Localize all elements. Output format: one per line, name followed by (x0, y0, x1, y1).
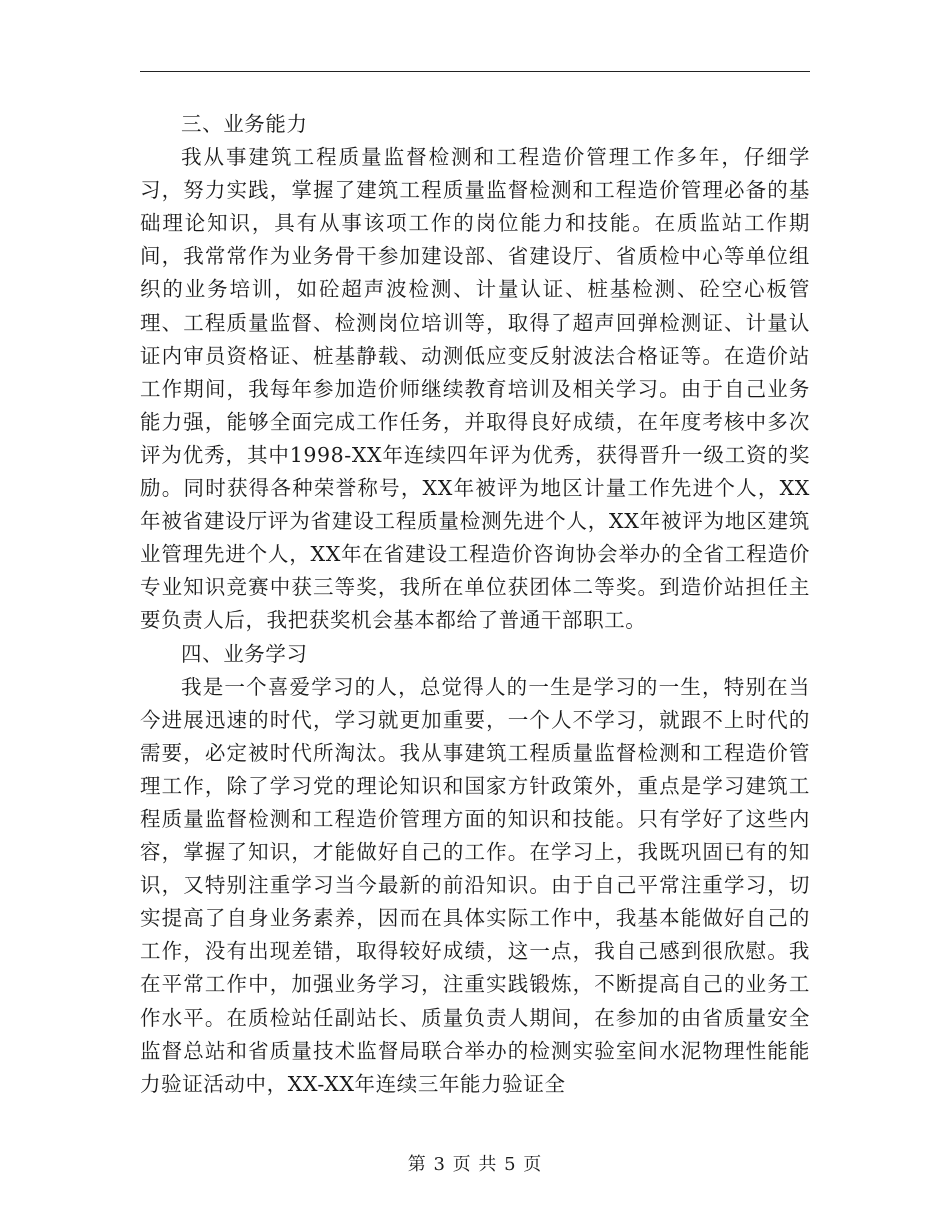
header-rule (140, 71, 810, 72)
section-heading-business-ability: 三、业务能力 (181, 112, 308, 136)
page-number-footer: 第 3 页 共 5 页 (407, 1154, 543, 1175)
document-body (140, 108, 810, 1101)
section-heading-business-study: 四、业务学习 (181, 641, 308, 666)
section-paragraph-business-study: 我是一个喜爱学习的人，总觉得人的一生是学习的一生，特别在当今进展迅速的时代，学习就更加重要，一个人不学习，就跟不上时代的需要，必定被时代所淘汰。我从事建筑工程质量监督检测和工程造价管理工作，除了学习党的理论知识和国家方针政策外，重点是学习建筑工程质量监督检测和工程造价管理方面的知识和技能。只有学好了这些内容，掌握了知识，才能做好自己的工作。在学习上，我既巩固已有的知识，又特别注重学习当今最新的前沿知识。由于自己平常注重学习，切实提高了自身业务素养，因而在具体实际工作中，我基本能做好自己的工作，没有出现差错，取得较好成绩，这一点，我自己感到很欣慰。我在平常工作中，加强业务学习，注重实践锻炼，不断提高自己的业务工作水平。在质检站任副站长、质量负责人期间，在参加的由省质量安全监督总站和省质量技术监督局联合举办的检测实验室间水泥物理性能能力验证活动中，XX-XX年连续三年能力验证全 (140, 674, 810, 1096)
section-paragraph-business-ability: 我从事建筑工程质量监督检测和工程造价管理工作多年，仔细学习，努力实践，掌握了建筑工程质量监督检测和工程造价管理必备的基础理论知识，具有从事该项工作的岗位能力和技能。在质监站工作期间，我常常作为业务骨干参加建设部、省建设厅、省质检中心等单位组织的业务培训，如砼超声波检测、计量认证、桩基检测、砼空心板管理、工程质量监督、检测岗位培训等，取得了超声回弹检测证、计量认证内审员资格证、桩基静载、动测低应变反射波法合格证等。在造价站工作期间，我每年参加造价师继续教育培训及相关学习。由于自己业务能力强，能够全面完成工作任务，并取得良好成绩，在年度考核中多次评为优秀，其中1998-XX年连续四年评为优秀，获得晋升一级工资的奖励。同时获得各种荣誉称号，XX年被评为地区计量工作先进个人，XX年被省建设厅评为省建设工程质量检测先进个人，XX年被评为地区建筑业管理先进个人，XX年在省建设工程造价咨询协会举办的全省工程造价专业知识竞赛中获三等奖，我所在单位获团体二等奖。到造价站担任主要负责人后，我把获奖机会基本都给了普通干部职工。 (140, 145, 810, 633)
